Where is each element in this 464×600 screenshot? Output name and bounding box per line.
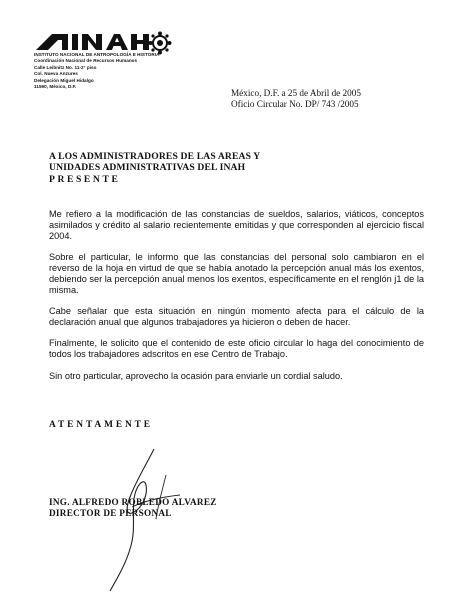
addressee-block <box>49 151 429 185</box>
body-paragraph: Cabe señalar que esta situación en ningún momento afecta para el cálculo de la declaración anual que algunos trabajadores ya hicieron o deben de hacer. <box>49 306 424 328</box>
body-paragraph: Sobre el particular, le informo que las constancias del personal solo cambiaron en el reverso de la hoja en virtud de que se había anotado la percepción anual más los exentos, debiendo ser la percepción anual menos los exentos, específicamente en el renglón j1 de la misma. <box>49 252 424 295</box>
department-name: Coordinación Nacional de Recursos Humanos <box>34 58 138 64</box>
body-paragraph: Me refiero a la modificación de las constancias de sueldos, salarios, viáticos, conceptos asimilados y crédito al salario recientemente emitidas y que corresponden al ejercicio fiscal 2004. <box>49 209 424 241</box>
addressee-presente: PRESENTE <box>49 173 121 185</box>
body-paragraph: Finalmente, le solicito que el contenido de este oficio circular lo haga del conocimiento de todos los trabajadores adscritos en ese Centro de Trabajo. <box>49 338 424 360</box>
signer-title: DIRECTOR DE PERSONAL <box>49 508 172 519</box>
institution-name: INSTITUTO NACIONAL DE ANTROPOLOGÍA E HISTORIA <box>34 52 160 57</box>
address-line: Col. Nueva Anzures <box>34 71 78 77</box>
inah-logo <box>34 32 164 52</box>
signer-name: ING. ALFREDO ROBLEDO ALVAREZ <box>49 497 217 507</box>
closing-salutation: ATENTAMENTE <box>49 420 153 430</box>
body-paragraph: Sin otro particular, aprovecho la ocasión para enviarle un cordial saludo. <box>49 370 343 381</box>
letterhead-logo <box>34 32 164 52</box>
signer-block <box>49 497 217 520</box>
dateline <box>231 88 421 109</box>
letterhead-address <box>34 52 194 90</box>
address-line: 11590, México, D.F. <box>34 84 77 90</box>
address-line: Calle Leibnitz No. 11-2° piso <box>34 64 97 70</box>
handwritten-signature <box>96 445 206 595</box>
address-line: Delegación Miguel Hidalgo <box>34 77 94 83</box>
circular-reference: Oficio Circular No. DP/ 743 /2005 <box>231 98 359 109</box>
addressee-line: A LOS ADMINISTRADORES DE LAS AREAS Y <box>49 151 261 162</box>
addressee-line: UNIDADES ADMINISTRATIVAS DEL INAH <box>49 162 246 174</box>
letter-body <box>49 209 424 392</box>
place-date: México, D.F. a 25 de Abril de 2005 <box>231 88 361 98</box>
